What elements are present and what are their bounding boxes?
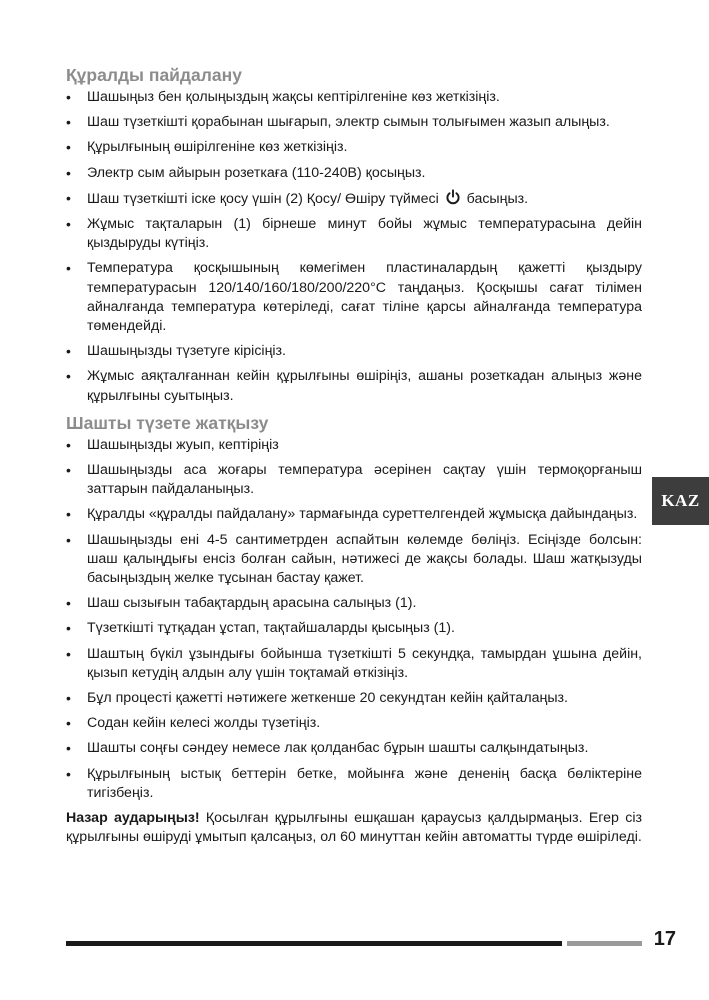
list-item: • Құрылғының өшірілгеніне көз жеткізіңіз. <box>66 138 642 157</box>
list-item: • Шашыңызды ені 4-5 сантиметрден аспайтын көлемде бөліңіз. Есіңізде болсын: шаш қалыңдығы енсіз болған сайын, нәтижесі де жақсы болады. Шаш жатқызуды басыңыздың желке тұсынан бастау қажет. <box>66 531 642 589</box>
page-number: 17 <box>653 928 676 950</box>
list-item: • Бұл процесті қажетті нәтижеге жеткенше 20 секундтан кейін қайталаңыз. <box>66 689 642 708</box>
warning-text: Қосылған құрылғыны ешқашан қараусыз қалдырмаңыз. Егер сіз құрылғыны өшіруді ұмытып қалсаңыз, ол 60 минуттан кейін автоматты түрде өшіріледі. <box>66 810 642 846</box>
list-item: • Шаш түзеткішті қорабынан шығарып, электр сымын толығымен жазып алыңыз. <box>66 113 642 132</box>
page-content <box>66 64 642 862</box>
power-icon <box>445 189 461 205</box>
section-title-styling: Шашты түзете жатқызу <box>66 412 269 433</box>
list-item: • Шашыңыз бен қолыңыздың жақсы кептірілгеніне көз жеткізіңіз. <box>66 88 642 107</box>
list-item: • Түзеткішті тұтқадан ұстап, тақтайшаларды қысыңыз (1). <box>66 619 642 638</box>
warning-note <box>66 809 642 847</box>
list-item: • Содан кейін келесі жолды түзетіңіз. <box>66 714 642 733</box>
list-item: • Шашыңызды аса жоғары температура әсерінен сақтау үшін термоқорғаныш заттарын пайдаланыңыз. <box>66 461 642 499</box>
list-item: • Шашты соңғы сәндеу немесе лак қолданбас бұрын шашты салқындатыңыз. <box>66 739 642 758</box>
list-item: • Жұмыс тақталарын (1) бірнеше минут бойы жұмыс температурасына дейін қыздыруды күтіңіз. <box>66 215 642 253</box>
warning-label: Назар аударыңыз! <box>66 810 200 827</box>
footer-rule-light <box>567 941 642 946</box>
list-item: • Температура қосқышының көмегімен пластиналардың қажетті қыздыру температурасын 120/140/160/180/200/220°C таңдаңыз. Қосқышы сағат тілімен айналғанда температура көтеріледі, сағат тіліне қарсы айналғанда температура төмендейді. <box>66 259 642 336</box>
footer-rule-dark <box>66 941 562 946</box>
list-item: • Шашыңызды жуып, кептіріңіз <box>66 436 642 455</box>
list-item: • Жұмыс аяқталғаннан кейін құрылғыны өшіріңіз, ашаны розеткадан алыңыз және құрылғыны суытыңыз. <box>66 367 642 405</box>
section-title-usage: Құралды пайдалану <box>66 65 242 85</box>
list-item: • Құралды «құралды пайдалану» тармағында суреттелгендей жұмысқа дайындаңыз. <box>66 505 642 524</box>
usage-list <box>66 88 642 406</box>
language-tab: KAZ <box>652 477 709 525</box>
power-item-text-end: басыңыз. <box>466 190 529 207</box>
power-item-text: Шаш түзеткішті іске қосу үшін (2) Қосу/ Өшіру түймесі <box>87 190 439 207</box>
list-item-power <box>66 189 642 209</box>
list-item: • Шаштың бүкіл ұзындығы бойынша түзеткішті 5 секундқа, тамырдан ұшына дейін, қызып кетудің алдын алу үшін тоқтамай өткізіңіз. <box>66 645 642 683</box>
styling-list <box>66 436 642 803</box>
list-item: • Шаш сызығын табақтардың арасына салыңыз (1). <box>66 594 642 613</box>
list-item: • Шашыңызды түзетуге кірісіңіз. <box>66 342 642 361</box>
list-item: • Электр сым айырын розеткаға (110-240В) қосыңыз. <box>66 164 642 183</box>
list-item: • Құрылғының ыстық беттерін бетке, мойынға және дененің басқа бөліктеріне тигізбеңіз. <box>66 765 642 803</box>
